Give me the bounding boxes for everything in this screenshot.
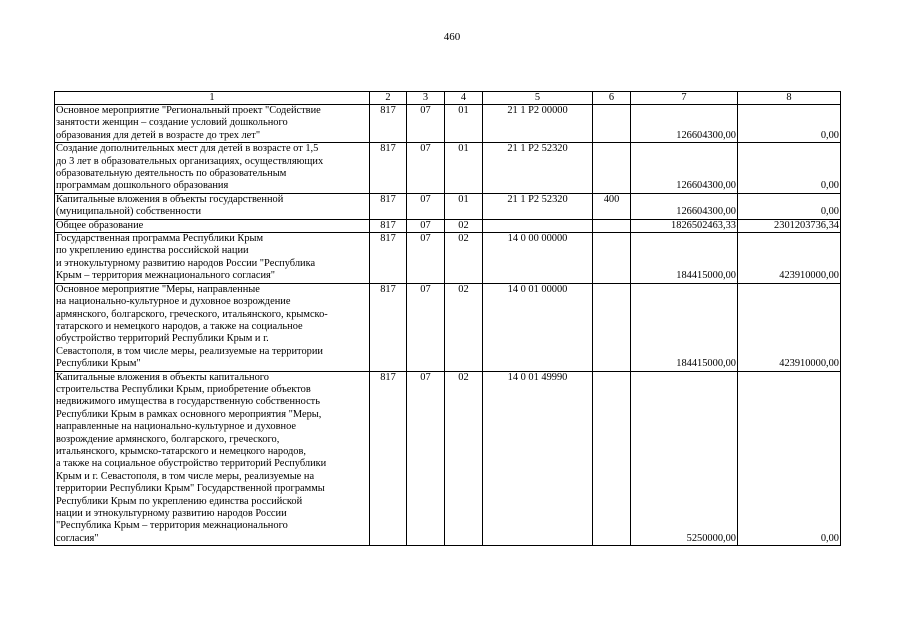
row-name-line: обустройство территорий Республики Крым и г. bbox=[56, 333, 269, 345]
header-cell: 1 bbox=[55, 92, 370, 105]
row-name-line: Общее образование bbox=[56, 219, 144, 231]
row-name-line: Капитальные вложения в объекты государственной bbox=[56, 193, 284, 205]
row-name-line: строительства Республики Крым, приобретение объектов bbox=[56, 383, 311, 395]
col-subsection: 02 bbox=[445, 219, 483, 232]
col-amount-1: 126604300,00 bbox=[631, 105, 738, 143]
col-target-article: 14 0 01 00000 bbox=[483, 283, 593, 371]
header-cell: 5 bbox=[483, 92, 593, 105]
col-amount-2: 0,00 bbox=[738, 193, 841, 219]
table-body bbox=[55, 92, 841, 546]
row-name-line: недвижимого имущества в государственную собственность bbox=[56, 396, 320, 408]
table-row bbox=[55, 143, 841, 194]
col-subsection: 02 bbox=[445, 283, 483, 371]
row-name-line: Республики Крым в рамках основного мероприятия "Меры, bbox=[56, 408, 322, 420]
col-target-article: 14 0 01 49990 bbox=[483, 371, 593, 546]
row-name-line: занятости женщин – создание условий дошкольного bbox=[56, 117, 288, 129]
col-amount-1: 126604300,00 bbox=[631, 143, 738, 194]
table-row bbox=[55, 283, 841, 371]
table-row bbox=[55, 193, 841, 219]
col-expense-type bbox=[593, 283, 631, 371]
col-amount-2: 423910000,00 bbox=[738, 283, 841, 371]
row-name bbox=[55, 283, 370, 371]
budget-table bbox=[54, 91, 841, 546]
col-target-article: 21 1 P2 52320 bbox=[483, 143, 593, 194]
col-section: 07 bbox=[407, 143, 445, 194]
col-section: 07 bbox=[407, 219, 445, 232]
col-subsection: 01 bbox=[445, 193, 483, 219]
table-header-row bbox=[55, 92, 841, 105]
row-name bbox=[55, 193, 370, 219]
col-subsection: 01 bbox=[445, 143, 483, 194]
row-name-line: Крым – территория межнационального согласия" bbox=[56, 270, 276, 282]
row-name-line: итальянского, крымско-татарского и немецкого народов, bbox=[56, 445, 306, 457]
row-name-line: Создание дополнительных мест для детей в возрасте от 1,5 bbox=[56, 143, 319, 155]
col-expense-type bbox=[593, 105, 631, 143]
col-admin-code: 817 bbox=[370, 219, 407, 232]
col-target-article bbox=[483, 219, 593, 232]
page-number: 460 bbox=[443, 31, 461, 43]
row-name-line: "Республика Крым – территория межнационального bbox=[56, 520, 288, 532]
row-name-line: территории Республики Крым" Государственной программы bbox=[56, 483, 325, 495]
row-name-line: на национально-культурное и духовное возрождение bbox=[56, 296, 291, 308]
table-row bbox=[55, 105, 841, 143]
col-target-article: 21 1 P2 00000 bbox=[483, 105, 593, 143]
row-name bbox=[55, 371, 370, 546]
col-admin-code: 817 bbox=[370, 283, 407, 371]
row-name-line: Основное мероприятие "Региональный проект "Содействие bbox=[56, 105, 321, 116]
table-row bbox=[55, 371, 841, 546]
row-name-line: Основное мероприятие "Меры, направленные bbox=[56, 283, 260, 295]
col-expense-type bbox=[593, 143, 631, 194]
header-cell: 2 bbox=[370, 92, 407, 105]
row-name-line: нации и этнокультурному развитию народов России bbox=[56, 508, 287, 519]
table-row bbox=[55, 219, 841, 232]
col-expense-type bbox=[593, 371, 631, 546]
col-amount-1: 184415000,00 bbox=[631, 233, 738, 284]
row-name-line: и этнокультурному развитию народов России "Республика bbox=[56, 257, 316, 269]
row-name-line: (муниципальной) собственности bbox=[56, 206, 202, 218]
col-admin-code: 817 bbox=[370, 105, 407, 143]
header-cell: 8 bbox=[738, 92, 841, 105]
row-name-line: программам дошкольного образования bbox=[56, 180, 229, 192]
header-cell: 7 bbox=[631, 92, 738, 105]
row-name-line: по укреплению единства российской нации bbox=[56, 245, 249, 257]
row-name-line: Капитальные вложения в объекты капитального bbox=[56, 371, 269, 383]
row-name-line: армянского, болгарского, греческого, итальянского, крымско- bbox=[56, 308, 328, 320]
row-name-line: направленные на национально-культурное и духовное bbox=[56, 421, 297, 433]
row-name-line: возрождение армянского, болгарского, греческого, bbox=[56, 433, 280, 445]
col-section: 07 bbox=[407, 193, 445, 219]
row-name-line: Крым и г. Севастополя, в том числе меры, реализуемые на bbox=[56, 470, 315, 482]
row-name-line: Республики Крым по укреплению единства российской bbox=[56, 495, 303, 507]
col-amount-2: 2301203736,34 bbox=[738, 219, 841, 232]
col-target-article: 14 0 00 00000 bbox=[483, 233, 593, 284]
col-expense-type: 400 bbox=[593, 193, 631, 219]
row-name-line: согласия" bbox=[56, 532, 99, 544]
row-name-line: образовательную деятельность по образовательным bbox=[56, 168, 287, 180]
col-section: 07 bbox=[407, 283, 445, 371]
table-row bbox=[55, 233, 841, 284]
col-amount-2: 0,00 bbox=[738, 371, 841, 546]
col-admin-code: 817 bbox=[370, 193, 407, 219]
col-target-article: 21 1 P2 52320 bbox=[483, 193, 593, 219]
col-amount-1: 5250000,00 bbox=[631, 371, 738, 546]
col-subsection: 02 bbox=[445, 233, 483, 284]
row-name-line: Государственная программа Республики Крым bbox=[56, 233, 264, 245]
col-expense-type bbox=[593, 219, 631, 232]
row-name bbox=[55, 105, 370, 143]
row-name-line: до 3 лет в образовательных организациях, осуществляющих bbox=[56, 155, 324, 167]
row-name bbox=[55, 143, 370, 194]
row-name-line: а также на социальное обустройство территорий Республики bbox=[56, 458, 327, 470]
header-cell: 4 bbox=[445, 92, 483, 105]
row-name bbox=[55, 233, 370, 284]
col-subsection: 01 bbox=[445, 105, 483, 143]
header-cell: 6 bbox=[593, 92, 631, 105]
col-amount-1: 1826502463,33 bbox=[631, 219, 738, 232]
row-name-line: Севастополя, в том числе меры, реализуемые на территории bbox=[56, 345, 323, 357]
col-amount-2: 423910000,00 bbox=[738, 233, 841, 284]
row-name bbox=[55, 219, 370, 232]
col-amount-2: 0,00 bbox=[738, 143, 841, 194]
row-name-line: образования для детей в возрасте до трех лет" bbox=[56, 129, 261, 141]
col-amount-2: 0,00 bbox=[738, 105, 841, 143]
row-name-line: Республики Крым" bbox=[56, 358, 141, 370]
col-admin-code: 817 bbox=[370, 143, 407, 194]
col-amount-1: 126604300,00 bbox=[631, 193, 738, 219]
col-section: 07 bbox=[407, 233, 445, 284]
col-section: 07 bbox=[407, 371, 445, 546]
row-name-line: татарского и немецкого народов, а также на социальное bbox=[56, 320, 303, 332]
col-expense-type bbox=[593, 233, 631, 284]
col-section: 07 bbox=[407, 105, 445, 143]
col-admin-code: 817 bbox=[370, 371, 407, 546]
col-admin-code: 817 bbox=[370, 233, 407, 284]
header-cell: 3 bbox=[407, 92, 445, 105]
col-subsection: 02 bbox=[445, 371, 483, 546]
col-amount-1: 184415000,00 bbox=[631, 283, 738, 371]
